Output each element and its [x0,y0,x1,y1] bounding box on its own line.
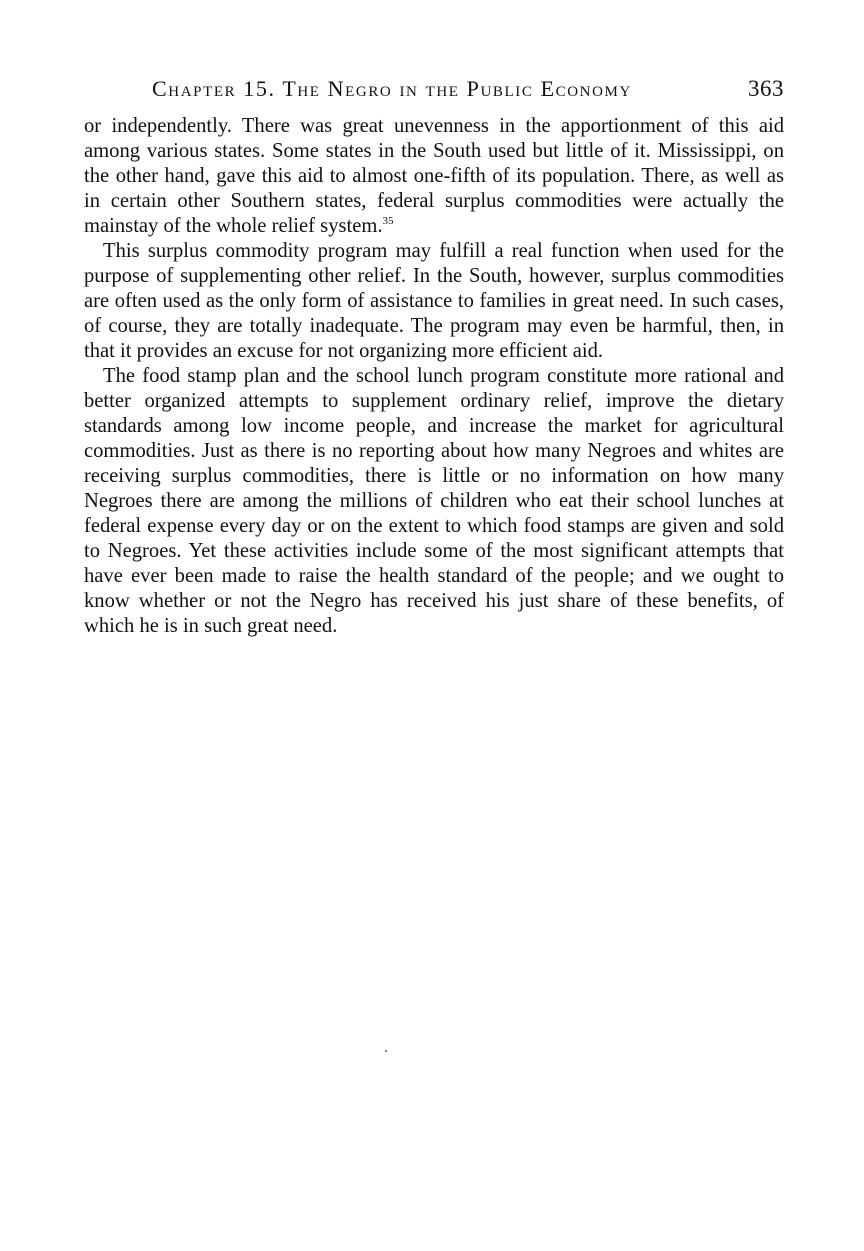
paragraph-3: The food stamp plan and the school lunch program constitute more rational and better organized attempts to supplement ordinary relief, improve the dietary standards among low income people, and increase the market for agricultural commodities. Just as there is no reporting about how many Negroes and whites are receiving surplus commodities, there is little or no information on how many Negroes there are among the millions of children who eat their school lunches at federal expense every day or on the extent to which food stamps are given and sold to Negroes. Yet these activities include some of the most significant attempts that have ever been made to raise the health standard of the people; and we ought to know whether or not the Negro has received his just share of these benefits, of which he is in such great need. [84,365,784,637]
print-speck [385,1050,387,1052]
paragraph-1 [84,114,784,239]
paragraph-1-text: or independently. There was great unevenness in the apportionment of this aid among various states. Some states in the South used but little of it. Mississippi, on the other hand, gave this aid to almost one-fifth of its population. There, as well as in certain other Southern states, federal surplus commodities were actually the mainstay of the whole relief system. [84,115,784,237]
running-head [152,76,784,110]
page-number: 363 [748,76,784,101]
body-text [84,114,784,639]
paragraph-2: This surplus commodity program may fulfill a real function when used for the purpose of supplementing other relief. In the South, however, surplus commodities are often used as the only form of assistance to families in great need. In such cases, of course, they are totally inadequate. The program may even be harmful, then, in that it provides an excuse for not organizing more efficient aid. [84,240,784,362]
footnote-reference: 35 [382,215,394,228]
chapter-title: Chapter 15. The Negro in the Public Economy [152,76,632,101]
